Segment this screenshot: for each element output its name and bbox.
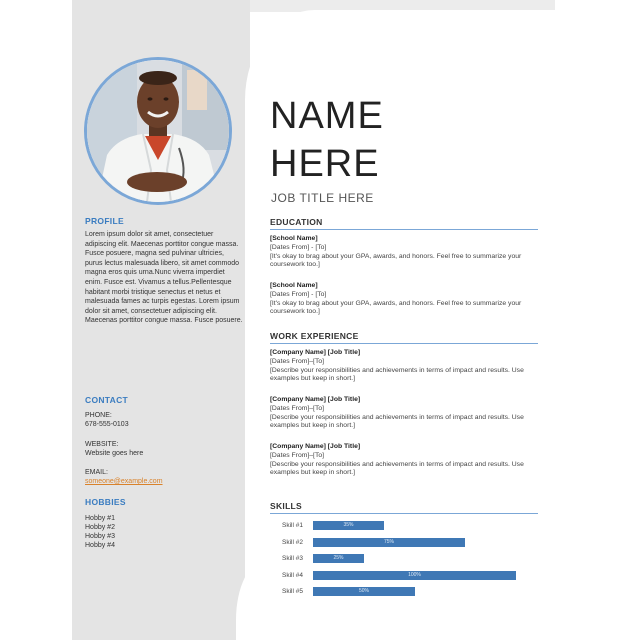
company-title: [Company Name] [Job Title]	[270, 396, 361, 403]
work-desc: [Describe your responsibilities and achievements in terms of impact and results. Use examples but keep in short.]	[270, 460, 524, 477]
profile-heading: PROFILE	[85, 216, 124, 226]
school-name: [School Name]	[270, 235, 318, 242]
contact-heading: CONTACT	[85, 395, 129, 405]
name-line-1: NAME	[270, 95, 384, 137]
company-title: [Company Name] [Job Title]	[270, 349, 361, 356]
company-title: [Company Name] [Job Title]	[270, 443, 361, 450]
hobby-item: Hobby #4	[85, 542, 115, 549]
skill-bar	[313, 521, 384, 530]
email-label: EMAIL:	[85, 469, 108, 476]
work-desc: [Describe your responsibilities and achievements in terms of impact and results. Use examples but keep in short.]	[270, 413, 524, 430]
education-rule	[270, 229, 538, 230]
school-name: [School Name]	[270, 282, 318, 289]
school-desc: [It's okay to brag about your GPA, awards, and honors. Feel free to summarize your coursework too.]	[270, 252, 522, 269]
work-dates: [Dates From]–[To]	[270, 451, 325, 459]
skill-label: Skill #1	[282, 522, 303, 529]
education-heading: EDUCATION	[270, 217, 323, 227]
education-entry	[270, 282, 535, 317]
name-line-2: HERE	[270, 143, 380, 185]
job-title: JOB TITLE HERE	[271, 191, 374, 205]
skill-bar	[313, 571, 516, 580]
school-desc: [It's okay to brag about your GPA, awards, and honors. Feel free to summarize your coursework too.]	[270, 299, 522, 316]
work-dates: [Dates From]–[To]	[270, 357, 325, 365]
email-link[interactable]: someone@example.com	[85, 478, 163, 485]
skill-percent: 75%	[383, 538, 394, 545]
website-label: WEBSITE:	[85, 441, 119, 448]
skill-label: Skill #4	[282, 571, 303, 579]
name-heading	[270, 92, 384, 188]
work-heading: WORK EXPERIENCE	[270, 331, 359, 341]
skill-label: Skill #5	[282, 588, 303, 595]
work-rule	[270, 343, 538, 344]
website-value: Website goes here	[85, 450, 144, 457]
work-entry	[270, 443, 535, 478]
skill-percent: 100%	[408, 571, 421, 578]
skill-bar	[313, 587, 415, 596]
skill-percent: 50%	[358, 588, 369, 594]
profile-photo	[84, 57, 232, 205]
phone-label: PHONE:	[85, 412, 112, 419]
skills-rule	[270, 513, 538, 514]
portrait-image	[87, 60, 229, 202]
skill-label: Skill #2	[282, 538, 303, 546]
page-right-margin	[555, 0, 640, 640]
work-entry	[270, 396, 535, 431]
work-dates: [Dates From]–[To]	[270, 404, 325, 412]
skill-bar	[313, 554, 364, 563]
hobby-item: Hobby #3	[85, 533, 115, 540]
skills-heading: SKILLS	[270, 501, 303, 511]
hobbies-heading: HOBBIES	[85, 497, 126, 507]
skill-percent: 25%	[333, 555, 344, 561]
work-entry	[270, 349, 535, 384]
phone-value: 678-555-0103	[85, 421, 129, 428]
school-dates: [Dates From] - [To]	[270, 243, 327, 251]
school-dates: [Dates From] - [To]	[270, 290, 327, 298]
skill-percent: 35%	[343, 522, 354, 528]
skill-bar	[313, 538, 465, 547]
education-entry	[270, 235, 535, 270]
hobby-item: Hobby #2	[85, 524, 115, 531]
hobby-item: Hobby #1	[85, 515, 115, 522]
profile-text: Lorem ipsum dolor sit amet, consectetuer adipiscing elit. Maecenas porttitor congue massa. Fusce posuere, magna sed pulvinar ultricies, purus lectus malesuada libero, sit amet commodo magna eros quis urna.Nunc viverra imperdiet enim. Fusce est. Vivamus a tellus.Pellentesque habitant morbi tristique senectus et netus et malesuada fames ac turpis egestas. Lorem ipsum dolor sit amet, consectetuer adipiscing elit. Maecenas porttitor congue massa. Fusce posuere.	[85, 231, 243, 325]
skill-label: Skill #3	[282, 555, 303, 562]
work-desc: [Describe your responsibilities and achievements in terms of impact and results. Use examples but keep in short.]	[270, 366, 524, 383]
